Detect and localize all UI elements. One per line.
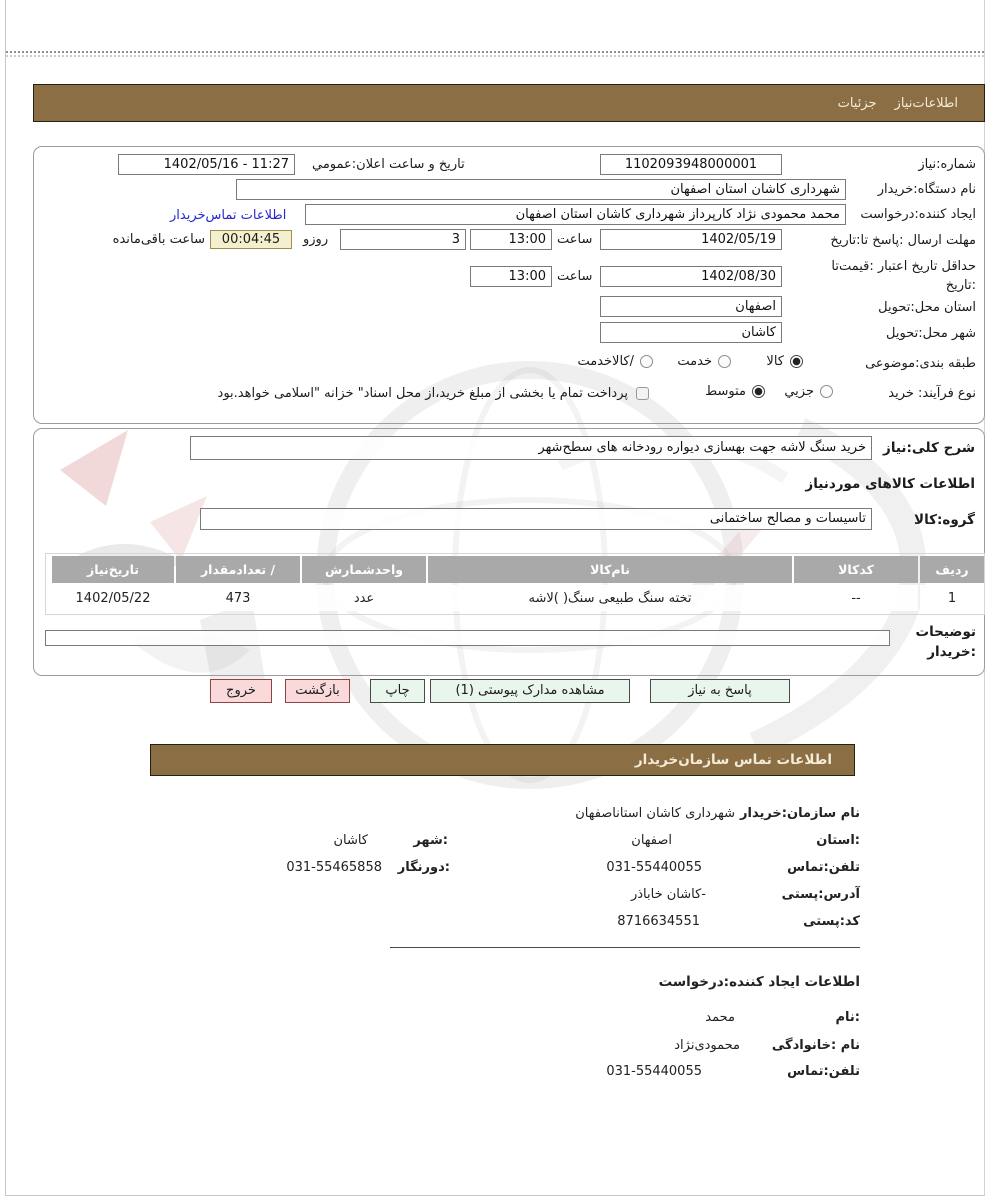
top-menu-bar xyxy=(33,84,985,122)
org-province-label: :استان xyxy=(816,833,860,848)
cell-unit: عدد xyxy=(302,585,426,611)
org-fax-label: :دورنگار xyxy=(397,860,450,875)
buyer-org-field[interactable]: شهرداری کاشان استان اصفهان xyxy=(236,179,846,200)
process-option-medium[interactable] xyxy=(705,384,765,399)
header-cell-code: کدکالا xyxy=(794,556,918,583)
delivery-city-field[interactable]: کاشان xyxy=(600,322,782,343)
remaining-time-countdown: 00:04:45 xyxy=(210,230,292,249)
process-option-medium-label: متوسط xyxy=(705,384,746,399)
need-number-label: شماره:نیاز xyxy=(918,157,976,172)
org-address-label: آدرس:پستی xyxy=(781,887,860,902)
creator-phone-value: 031-55440055 xyxy=(606,1064,702,1079)
org-contact-title: اطلاعات تماس سازمان‌خریدار xyxy=(634,752,832,768)
header-cell-row: ردیف xyxy=(920,556,984,583)
section-divider-line xyxy=(390,947,860,948)
reply-deadline-label: مهلت ارسال :پاسخ تا:تاریخ xyxy=(830,233,976,248)
creator-last-name-value: محمودی‌نژاد xyxy=(674,1038,740,1053)
category-option-service[interactable] xyxy=(677,354,731,369)
creator-info-title: اطلاعات ایجاد کننده:درخواست xyxy=(658,974,860,990)
creator-first-name-value: محمد xyxy=(705,1010,735,1025)
org-address-value: -کاشان خاباذر xyxy=(630,887,706,902)
request-creator-field[interactable]: محمد محمودی نژاد کارپرداز شهرداری کاشان استان اصفهان xyxy=(305,204,846,225)
org-contact-title-bar xyxy=(150,744,855,776)
header-cell-date: تاریخ‌نیاز xyxy=(52,556,174,583)
reply-deadline-time-field[interactable]: 13:00 xyxy=(470,229,552,250)
buyer-notes-field[interactable] xyxy=(45,630,890,646)
cell-goods-name: تخته سنگ طبیعی سنگ( )لاشه xyxy=(428,585,792,611)
remaining-time-label: ساعت باقی‌مانده xyxy=(112,232,205,247)
reply-deadline-date-field[interactable]: 1402/05/19 xyxy=(600,229,782,250)
items-section-title: اطلاعات کالاهای موردنیاز xyxy=(805,476,975,492)
org-postal-value: 8716634551 xyxy=(617,914,700,929)
category-option-goods-service[interactable] xyxy=(577,354,653,369)
announce-datetime-label: تاریخ و ساعت اعلان:عمومي xyxy=(312,157,465,172)
creator-first-name-label: :نام xyxy=(835,1010,860,1025)
need-description-field[interactable]: خرید سنگ لاشه جهت بهسازی دیواره رودخانه های سطح‌شهر xyxy=(190,436,872,460)
radio-selected-icon[interactable] xyxy=(752,385,765,398)
cell-row-number: 1 xyxy=(920,585,984,611)
cell-need-date: 1402/05/22 xyxy=(52,585,174,611)
radio-unselected-icon[interactable] xyxy=(718,355,731,368)
org-postal-label: کد:پستی xyxy=(803,914,860,929)
frame-left-line xyxy=(5,0,6,1196)
process-type-label: نوع فرآیند: خرید xyxy=(888,386,976,401)
org-name-value: شهرداری کاشان استاناصفهان xyxy=(575,806,735,821)
category-option-goods[interactable] xyxy=(766,354,803,369)
price-validity-hour-label: ساعت xyxy=(557,269,593,284)
announce-datetime-field[interactable]: 1402/05/16 - 11:27 xyxy=(118,154,295,175)
org-phone-value: 031-55440055 xyxy=(606,860,702,875)
creator-phone-label: تلفن:تماس xyxy=(787,1064,860,1079)
category-option-goods-service-label: /کالاخدمت xyxy=(577,354,634,369)
treasury-payment-note: پرداخت تمام یا بخشی از مبلغ خرید،از محل اسناد" خزانه "اسلامی خواهد.بود xyxy=(217,386,628,401)
category-option-goods-label: کالا xyxy=(766,354,784,369)
radio-unselected-icon[interactable] xyxy=(820,385,833,398)
buyer-org-label: نام دستگاه:خریدار xyxy=(877,182,976,197)
buyer-contact-link[interactable]: اطلاعات تماس‌خریدار xyxy=(170,208,287,223)
goods-group-field[interactable]: تاسیسات و مصالح ساختمانی xyxy=(200,508,872,530)
org-fax-value: 031-55465858 xyxy=(286,860,382,875)
reply-deadline-hour-label: ساعت xyxy=(557,232,593,247)
buyer-notes-label: توضیحات :خریدار xyxy=(915,624,976,661)
treasury-payment-checkbox[interactable] xyxy=(636,387,649,400)
remaining-days-label: روزو xyxy=(303,232,329,247)
price-validity-time-field[interactable]: 13:00 xyxy=(470,266,552,287)
radio-selected-icon[interactable] xyxy=(790,355,803,368)
org-city-label: :شهر xyxy=(413,833,448,848)
org-city-value: کاشان xyxy=(333,833,368,848)
request-creator-label: ایجاد کننده:درخواست xyxy=(860,207,976,222)
need-description-label: شرح کلی:نیاز xyxy=(883,440,975,456)
remaining-days-field[interactable]: 3 xyxy=(340,229,466,250)
org-province-value: اصفهان xyxy=(631,833,672,848)
tab-details[interactable]: جزئیات xyxy=(837,95,877,111)
header-cell-qty: / تعدادمقدار xyxy=(176,556,300,583)
header-cell-name: نام‌کالا xyxy=(428,556,792,583)
price-validity-date-field[interactable]: 1402/08/30 xyxy=(600,266,782,287)
cell-quantity: 473 xyxy=(176,585,300,611)
print-button[interactable]: چاپ xyxy=(370,679,425,703)
cell-goods-code: -- xyxy=(794,585,918,611)
process-option-partial-label: جزیي xyxy=(784,384,814,399)
process-option-partial[interactable] xyxy=(784,384,833,399)
subject-category-label: طبقه بندی:موضوعی xyxy=(865,356,976,371)
back-button[interactable]: بازگشت xyxy=(285,679,350,703)
need-number-field[interactable]: 1102093948000001 xyxy=(600,154,782,175)
top-dashed-separator xyxy=(6,51,984,53)
org-name-label: نام سازمان:خریدار xyxy=(740,806,860,821)
items-table-data-row xyxy=(52,585,984,611)
creator-last-name-label: نام :خانوادگی xyxy=(771,1038,860,1053)
delivery-province-label: استان محل:تحویل xyxy=(878,300,976,315)
header-cell-unit: واحدشمارش xyxy=(302,556,426,583)
delivery-province-field[interactable]: اصفهان xyxy=(600,296,782,317)
delivery-city-label: شهر محل:تحویل xyxy=(886,326,976,341)
exit-button[interactable]: خروج xyxy=(210,679,272,703)
respond-to-need-button[interactable]: پاسخ به نیاز xyxy=(650,679,790,703)
category-option-service-label: خدمت xyxy=(677,354,712,369)
view-attachments-button[interactable]: مشاهده مدارک پیوستی (1) xyxy=(430,679,630,703)
tab-need-info[interactable]: اطلاعات‌نیاز xyxy=(894,95,958,111)
goods-group-label: گروه:کالا xyxy=(914,512,975,528)
org-phone-label: تلفن:تماس xyxy=(787,860,860,875)
top-dashed-separator-2 xyxy=(6,55,984,57)
items-table-header-row xyxy=(52,556,984,583)
frame-bottom-line xyxy=(5,1195,985,1196)
price-validity-label: حداقل تاریخ اعتبار :قیمت‌تا :تاریخ xyxy=(831,259,976,293)
radio-unselected-icon[interactable] xyxy=(640,355,653,368)
